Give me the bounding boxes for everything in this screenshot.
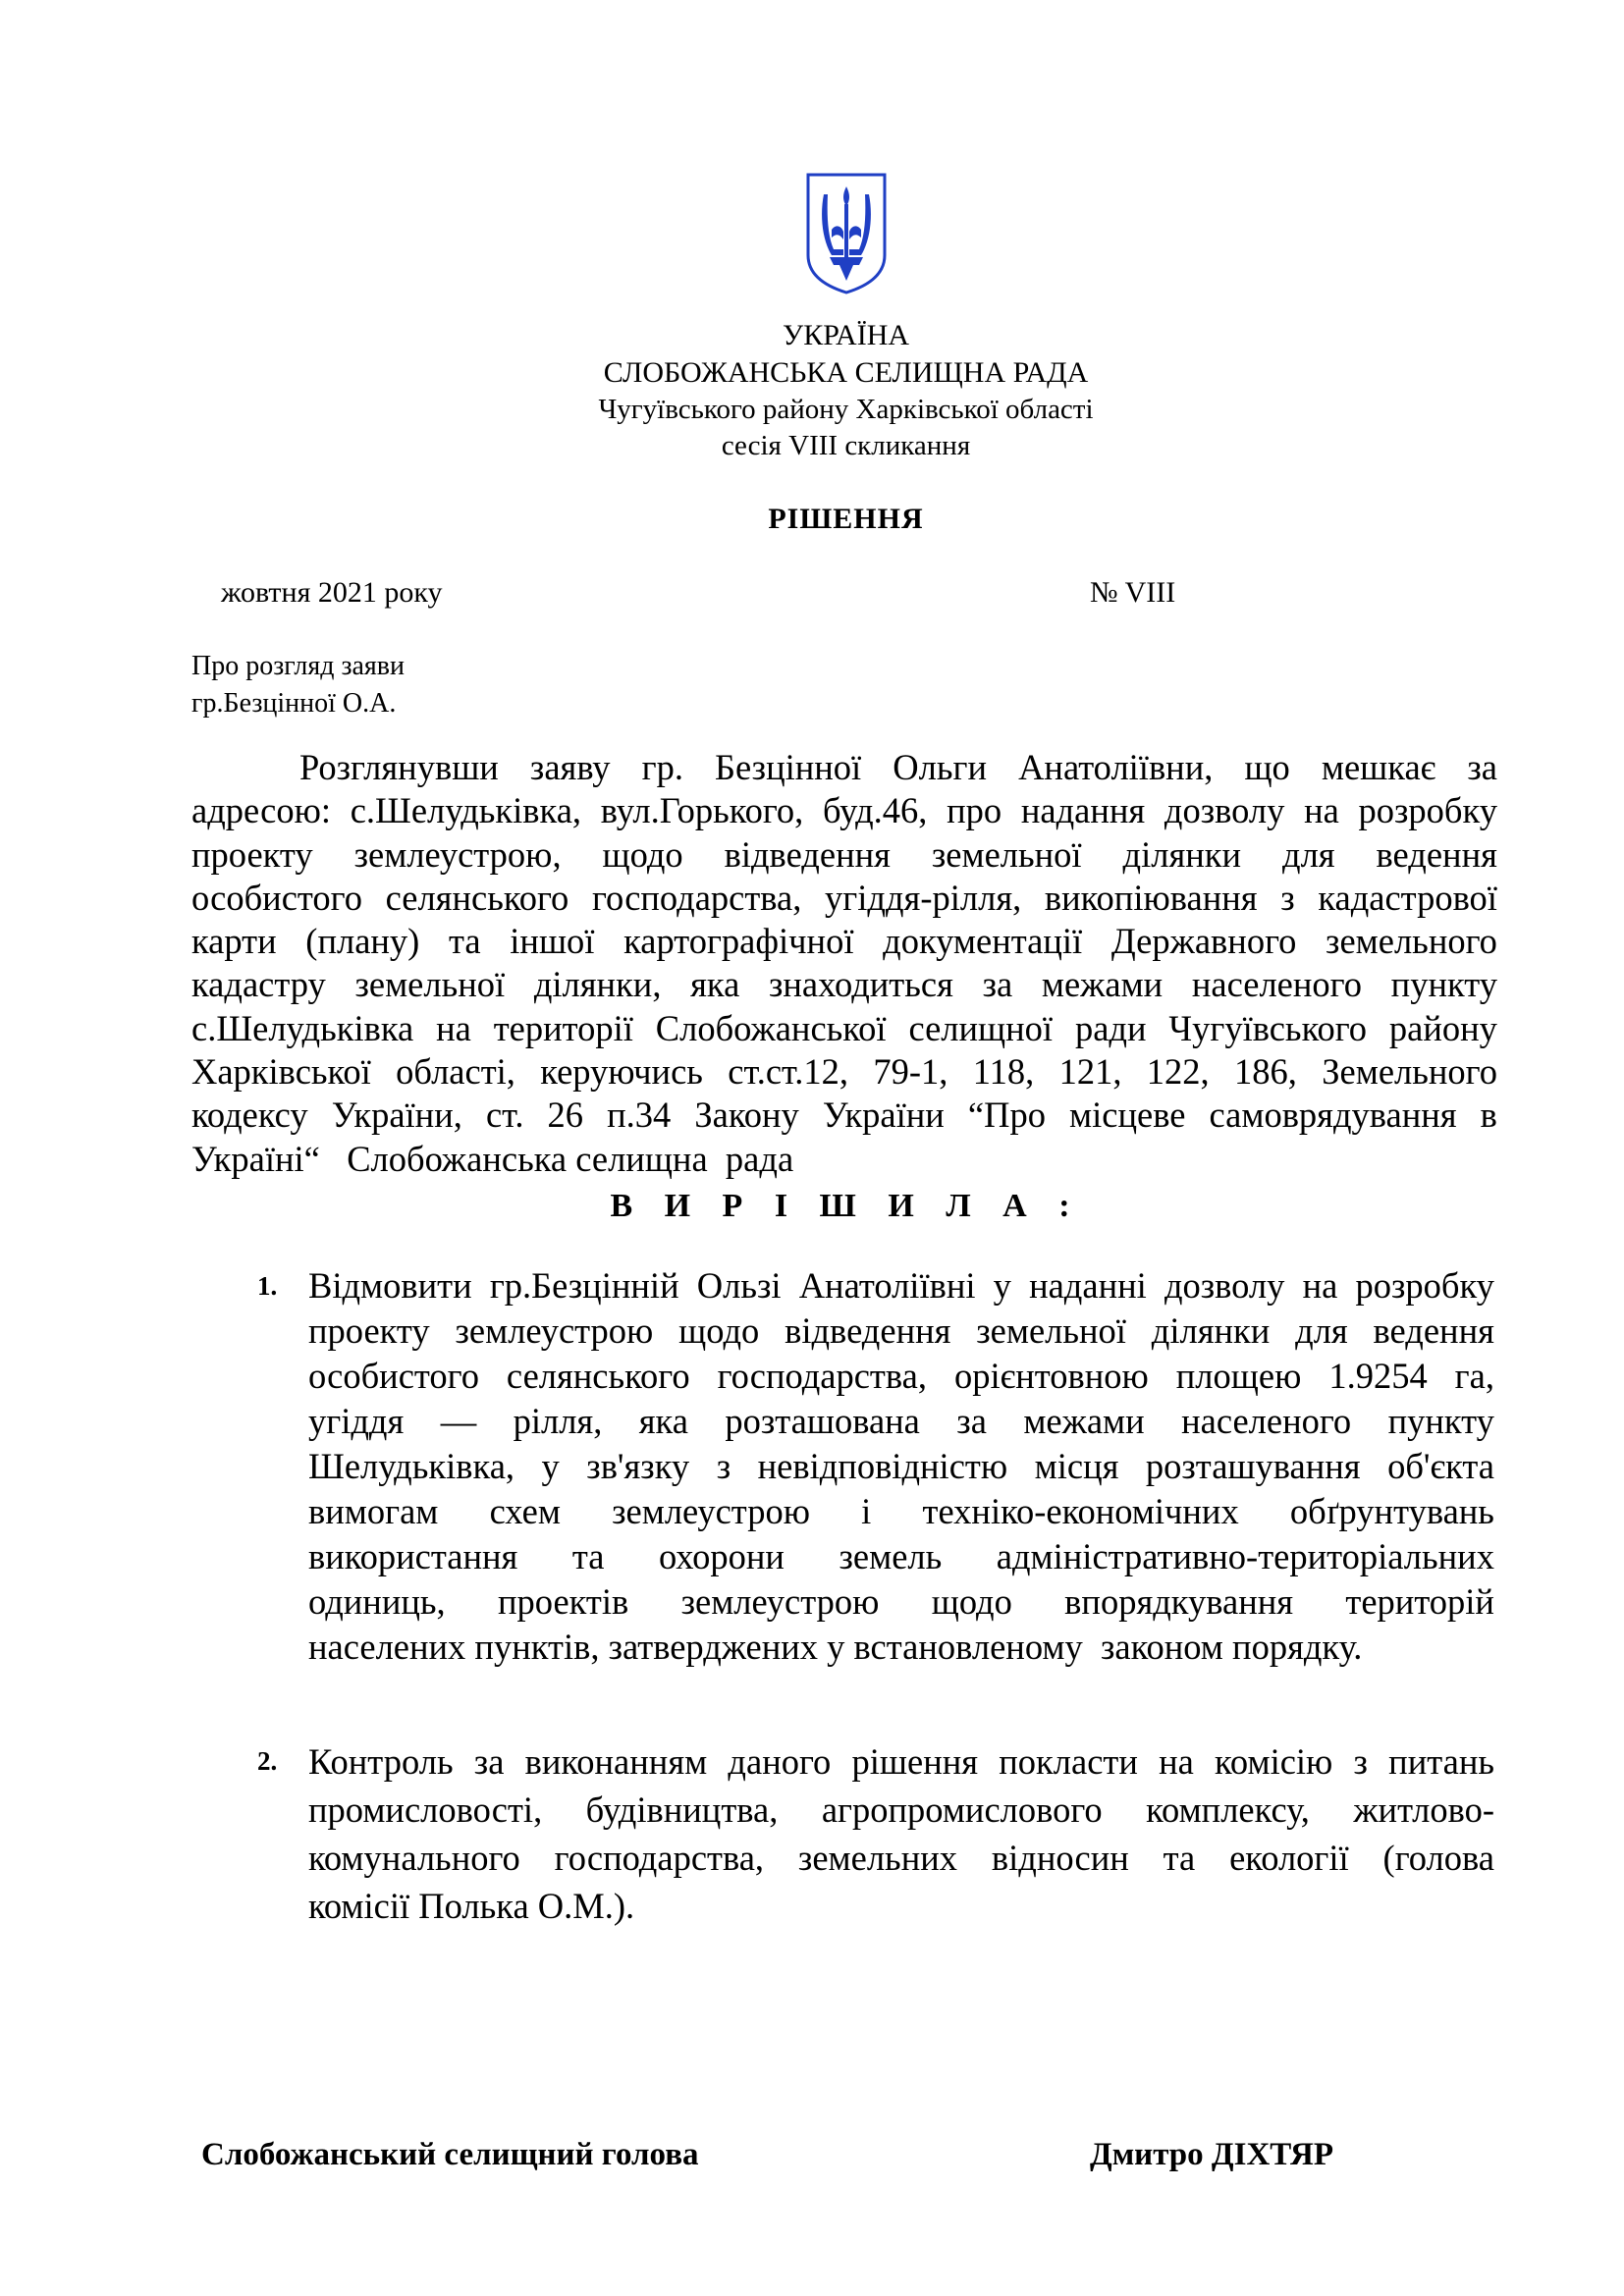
word: викопіювання (1044, 877, 1258, 918)
word: земельного (1326, 921, 1497, 962)
word: на (1304, 790, 1339, 831)
word: та (449, 921, 481, 962)
word: 26 (547, 1095, 584, 1136)
word: документації (883, 921, 1083, 962)
word: гр.Безцінній (489, 1265, 679, 1306)
word: питань (1388, 1741, 1494, 1782)
word: техніко-економічних (922, 1491, 1239, 1531)
word: ділянки (1151, 1310, 1271, 1351)
word: виконанням (524, 1741, 708, 1782)
word: дозволу (1164, 1265, 1285, 1306)
word: Слобожанської (655, 1007, 887, 1048)
preamble-line (191, 963, 1497, 1006)
item-line (308, 1489, 1494, 1534)
word: особистого (308, 1356, 479, 1396)
word: охорони (658, 1536, 785, 1576)
preamble (191, 746, 1497, 1181)
word: с.Шелудьківка (191, 1007, 414, 1048)
decision-number: № VIII (1090, 576, 1176, 609)
word: мешкає (1321, 747, 1436, 787)
word: обґрунтувань (1289, 1491, 1494, 1531)
word: Анатоліївні (798, 1265, 976, 1306)
word: картографічної (623, 921, 854, 962)
word: ведення (1376, 833, 1497, 875)
word: та (1163, 1838, 1196, 1878)
word: — (440, 1401, 477, 1441)
word: впорядкування (1064, 1581, 1294, 1622)
word: об'єкта (1387, 1446, 1494, 1486)
word: невідповідністю (757, 1446, 1008, 1486)
word: земельної (354, 964, 506, 1005)
word: Харківської (191, 1051, 371, 1093)
region-name: Чугуївського району Харківської області (598, 394, 1094, 425)
word: 122, (1146, 1051, 1210, 1093)
preamble-line (191, 1094, 1497, 1137)
word: даного (728, 1741, 832, 1782)
word: керуючись (540, 1051, 703, 1093)
word: територій (1345, 1581, 1494, 1622)
item-line (308, 1263, 1494, 1308)
word: проекту (308, 1310, 430, 1351)
word: селищної (908, 1007, 1054, 1048)
word: України, (331, 1095, 462, 1136)
word: промисловості, (308, 1789, 543, 1830)
word: Розглянувши (299, 747, 499, 787)
word: особистого (191, 877, 362, 918)
word: для (1282, 833, 1335, 875)
subject (191, 648, 405, 722)
word: кадастрової (1318, 877, 1497, 918)
word: господарства, (717, 1356, 927, 1396)
word: про (947, 790, 1002, 831)
preamble-line: Україні“ Слобожанська селищна рада (191, 1138, 794, 1179)
word: орієнтовною (953, 1356, 1149, 1396)
word: у (993, 1265, 1011, 1306)
word: (голова (1382, 1838, 1494, 1878)
word: (плану) (305, 921, 420, 962)
word: та (571, 1536, 605, 1576)
word: господарства, (591, 877, 802, 918)
word: дозволу (1164, 790, 1285, 831)
word: 1.9254 (1328, 1356, 1428, 1396)
word: у (541, 1446, 560, 1486)
word: площею (1175, 1356, 1302, 1396)
word: господарства, (554, 1838, 765, 1878)
word: кодексу (191, 1095, 308, 1136)
word: кадастру (191, 964, 326, 1005)
subject-line: гр.Безцінної О.А. (191, 688, 397, 719)
document-title: РІШЕННЯ (768, 503, 924, 535)
word: України (822, 1095, 945, 1136)
word: агропромислового (821, 1789, 1103, 1830)
word: земельних (797, 1838, 958, 1878)
word: щодо (602, 833, 683, 875)
preamble-line (191, 920, 1497, 963)
word: ради (1074, 1007, 1147, 1048)
word: за (956, 1401, 987, 1441)
session-name: сесія VIII скликання (721, 430, 971, 461)
word: заяву (529, 747, 611, 787)
word: покласти (999, 1741, 1138, 1782)
word: місцеве (1069, 1095, 1186, 1136)
word: 118, (972, 1051, 1035, 1093)
decision-date: жовтня 2021 року (221, 576, 443, 609)
word: будівництва, (585, 1789, 779, 1830)
word: вул.Горького, (600, 790, 804, 831)
word: з (716, 1446, 731, 1486)
word: п.34 (607, 1095, 672, 1136)
word: ст. (485, 1095, 524, 1136)
word: рішення (851, 1741, 979, 1782)
word: наданні (1029, 1265, 1147, 1306)
word: за (1467, 747, 1497, 787)
word: ділянки, (533, 964, 662, 1005)
word: району (1388, 1007, 1497, 1048)
word: адміністративно-територіальних (996, 1536, 1494, 1576)
word: іншої (510, 921, 595, 962)
item-text (308, 1263, 1494, 1670)
word: щодо (678, 1310, 760, 1351)
item-line (308, 1786, 1494, 1834)
word: за (982, 964, 1013, 1005)
preamble-line (191, 1050, 1497, 1094)
word: Чугуївського (1168, 1007, 1368, 1048)
word: Відмовити (308, 1265, 472, 1306)
word: землеустрою, (353, 833, 562, 875)
word: 186, (1234, 1051, 1297, 1093)
word: розташована (725, 1401, 920, 1441)
item-line (308, 1354, 1494, 1399)
word: населеного (1181, 1401, 1352, 1441)
word: селянського (506, 1356, 690, 1396)
word: вимогам (308, 1491, 439, 1531)
word: проектів (498, 1581, 629, 1622)
word: угіддя (308, 1401, 405, 1441)
word: на (436, 1007, 471, 1048)
word: Земельного (1322, 1051, 1497, 1093)
item-line (308, 1737, 1494, 1786)
word: Закону (694, 1095, 799, 1136)
word: землеустрою (680, 1581, 880, 1622)
word: пункту (1390, 964, 1497, 1005)
word: земель (839, 1536, 943, 1576)
word: знаходиться (768, 964, 953, 1005)
signatory-position: Слобожанський селищний голова (201, 2137, 699, 2172)
word: схем (489, 1491, 561, 1531)
word: відведення (724, 833, 891, 875)
word: житлово- (1353, 1789, 1494, 1830)
item-number: 1. (257, 1271, 278, 1301)
word: області, (396, 1051, 515, 1093)
word: яка (690, 964, 740, 1005)
word: гр. (641, 747, 683, 787)
word: щодо (931, 1581, 1012, 1622)
item-line (308, 1534, 1494, 1579)
word: землеустрою (612, 1491, 810, 1531)
word: адресою: (191, 790, 331, 831)
item-line: комісії Полька О.М.). (308, 1886, 635, 1926)
word: ст.ст.12, (728, 1051, 848, 1093)
word: для (1295, 1310, 1348, 1351)
word: карти (191, 921, 277, 962)
word: з (1353, 1741, 1368, 1782)
word: з (1280, 877, 1295, 918)
word: ділянки (1122, 833, 1242, 875)
word: населеного (1191, 964, 1362, 1005)
word: комунального (308, 1838, 520, 1878)
country-name: УКРАЇНА (782, 319, 910, 351)
word: 79-1, (873, 1051, 948, 1093)
word: Ольги (893, 747, 987, 787)
word: і (861, 1491, 872, 1531)
word: Безцінної (715, 747, 862, 787)
preamble-line (191, 877, 1497, 920)
word: зв'язку (586, 1446, 690, 1486)
word: одиниць, (308, 1581, 446, 1622)
word: землеустрою (455, 1310, 654, 1351)
item-number: 2. (257, 1746, 278, 1776)
word: селянського (385, 877, 569, 918)
item-line: населених пунктів, затверджених у встановленому законом порядку. (308, 1627, 1363, 1667)
item-line (308, 1308, 1494, 1354)
item-line (308, 1834, 1494, 1882)
word: розташування (1145, 1446, 1361, 1486)
word: Державного (1110, 921, 1297, 962)
word: межами (1023, 1401, 1145, 1441)
ukraine-coat-of-arms-icon (802, 171, 891, 296)
subject-line: Про розгляд заяви (191, 651, 406, 681)
word: пункту (1387, 1401, 1494, 1441)
word: що (1244, 747, 1290, 787)
preamble-line (191, 833, 1497, 877)
word: земельної (931, 833, 1082, 875)
signatory-name: Дмитро ДІХТЯР (1090, 2137, 1334, 2172)
item-text (308, 1737, 1494, 1930)
word: розробку (1355, 1265, 1494, 1306)
word: Анатоліївни, (1018, 747, 1214, 787)
word: га, (1454, 1356, 1494, 1396)
preamble-line (191, 746, 1497, 789)
word: місця (1034, 1446, 1119, 1486)
word: Ользі (696, 1265, 782, 1306)
word: 121, (1058, 1051, 1122, 1093)
word: відведення (785, 1310, 951, 1351)
word: межами (1041, 964, 1164, 1005)
word: проекту (191, 833, 313, 875)
preamble-line (191, 1007, 1497, 1050)
word: відносин (991, 1838, 1129, 1878)
word: Шелудьківка, (308, 1446, 515, 1486)
word: території (493, 1007, 633, 1048)
item-line (308, 1399, 1494, 1444)
item-line (308, 1579, 1494, 1625)
word: яка (638, 1401, 688, 1441)
word: за (473, 1741, 505, 1782)
word: розробку (1358, 790, 1497, 831)
word: Контроль (308, 1741, 454, 1782)
word: угіддя-рілля, (825, 877, 1022, 918)
word: буд.46, (822, 790, 928, 831)
decided-heading: В И Р І Ш И Л А : (610, 1188, 1082, 1224)
word: комплексу, (1146, 1789, 1310, 1830)
word: надання (1020, 790, 1146, 831)
item-line (308, 1444, 1494, 1489)
word: ведення (1373, 1310, 1494, 1351)
word: земельної (976, 1310, 1126, 1351)
word: “Про (967, 1095, 1046, 1136)
council-name: СЛОБОЖАНСЬКА СЕЛИЩНА РАДА (603, 356, 1089, 389)
word: с.Шелудьківка, (350, 790, 582, 831)
word: на (1302, 1265, 1338, 1306)
word: екології (1229, 1838, 1349, 1878)
preamble-line (191, 789, 1497, 832)
word: на (1159, 1741, 1194, 1782)
word: в (1480, 1095, 1497, 1136)
word: комісію (1215, 1741, 1333, 1782)
word: самоврядування (1209, 1095, 1457, 1136)
word: рілля, (513, 1401, 603, 1441)
word: використання (308, 1536, 518, 1576)
